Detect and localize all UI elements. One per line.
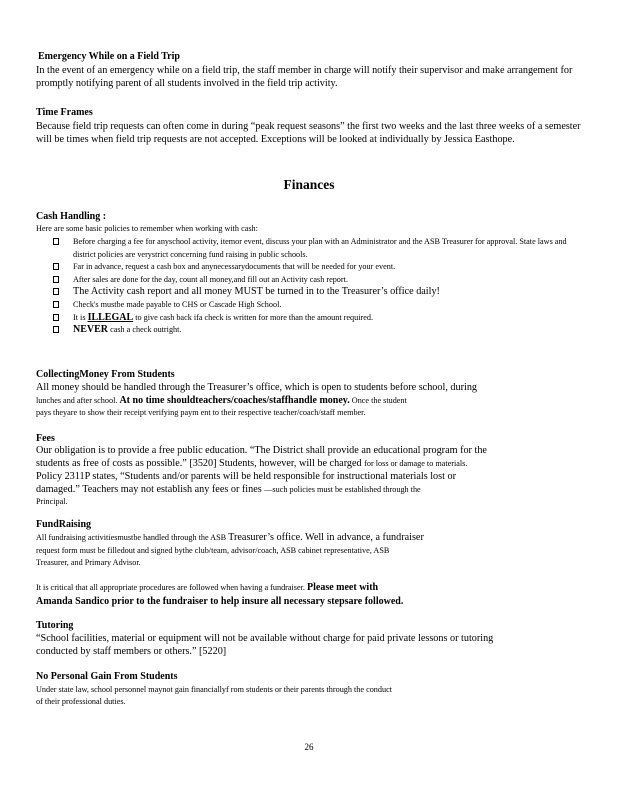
checkbox-bullet-icon [53,288,59,295]
section-heading-fundraising: FundRaising [36,519,92,530]
section-heading-emergency: Emergency While on a Field Trip [38,51,180,62]
fundraising-line-3: Treasurer, and Primary Advisor. [36,558,141,567]
tutoring-paragraph: “School facilities, material or equipment will not be available without charge for paid private lessons or tutoring conducted by staff members or others.” [5220] [36,633,494,657]
illegal-emphasis: ILLEGAL [87,311,134,323]
list-item: After sales are done for the day, count all money,and fill out an Activity cash report. [52,274,580,287]
list-item: The Activity cash report and all money MUST be turned in to the Treasurer’s office daily! [52,286,580,299]
time-frames-period: . [512,133,515,145]
checkbox-bullet-icon [53,326,59,333]
checkbox-bullet-icon [53,301,59,308]
section-heading-no-personal-gain: No Personal Gain From Students [36,671,178,682]
collecting-money-line-3: pays theyare to show their receipt verifying paym ent to their respective teacher/coach/staff member. [36,408,366,417]
checkbox-bullet-icon [53,314,59,321]
section-heading-time-frames: Time Frames [36,107,93,118]
no-time-handle-money-emphasis: At no time shouldteachers/coaches/staffhandle money. [119,395,350,406]
collecting-money-line-1: All money should be handled through the Treasurer’s office, which is open to students before school, during [36,382,478,393]
section-heading-collecting-money: CollectingMoney From Students [36,369,175,380]
section-heading-fees: Fees [36,433,55,444]
cash-handling-list [52,236,580,337]
fees-line-2: students as free of costs as possible.” [3520] Students, however, will be charged for loss or damage to materials. [36,458,468,469]
please-meet-with-emphasis: Please meet with [307,582,379,593]
fundraising-contact-line: Amanda Sandico prior to the fundraiser to help insure all necessary stepsare followed. [36,596,404,607]
time-frames-paragraph [36,121,584,146]
fundraising-line-4: It is critical that all appropriate procedures are followed when having a fundraiser. Please meet with [36,582,379,593]
fees-line-5: Principal. [36,497,68,506]
time-frames-name: Jessica Easthope [443,133,513,145]
checkbox-bullet-icon [53,263,59,270]
checkbox-bullet-icon [53,276,59,283]
list-item: NEVER cash a check outright. [52,324,580,337]
list-item: Before charging a fee for anyschool activity, itemor event, discuss your plan with an Administrator and the ASB Treasurer for approval. State laws and district policies are verystrict concerning fund raising in public schools. [52,236,580,261]
time-frames-text: Because field trip requests can often come in during “peak request seasons” the first two weeks and the last three weeks of a semester will be times when field trip requests are not accepted. Exceptions will be looked at individually by [36,121,581,145]
list-item: Check's mustbe made payable to CHS or Cascade High School. [52,299,580,312]
checkbox-bullet-icon [53,238,59,245]
fundraising-line-2: request form must be filledout and signed bythe club/team, advisor/coach, ASB cabinet representative, ASB [36,546,390,555]
list-item: Far in advance, request a cash box and anynecessarydocuments that will be needed for your event. [52,261,580,274]
fees-line-3: Policy 2311P states, “Students and/or parents will be held responsible for instructional materials lost or [36,471,456,482]
cash-handling-intro: Here are some basic policies to remember when working with cash: [36,224,258,233]
no-personal-gain-line-2: of their professional duties. [36,697,126,706]
emergency-paragraph: In the event of an emergency while on a field trip, the staff member in charge will notify their supervisor and make arrangement for promptly notifying parent of all students involved in the field trip activity. [36,65,573,89]
list-item: It is ILLEGAL to give cash back ifa check is written for more than the amount required. [52,312,580,325]
collecting-money-line-2: lunches and after school. At no time shouldteachers/coaches/staffhandle money. Once the student [36,395,407,406]
fundraising-line-1: All fundraising activitiesmustbe handled through the ASB Treasurer’s office. Well in advance, a fundraiser [36,532,424,543]
finances-title: Finances [283,177,335,192]
no-personal-gain-line-1: Under state law, school personnel maynot gain financiallyf rom students or their parents through the conduct [36,685,392,694]
section-heading-tutoring: Tutoring [36,620,74,631]
section-heading-cash-handling: Cash Handling : [36,211,107,222]
fees-line-4: damaged.” Teachers may not establish any fees or fines —such policies must be established through the [36,484,421,495]
page-number: 26 [304,742,314,752]
fees-line-1: Our obligation is to provide a free public education. “The District shall provide an educational program for the [36,445,487,456]
never-emphasis: NEVER [73,324,109,336]
